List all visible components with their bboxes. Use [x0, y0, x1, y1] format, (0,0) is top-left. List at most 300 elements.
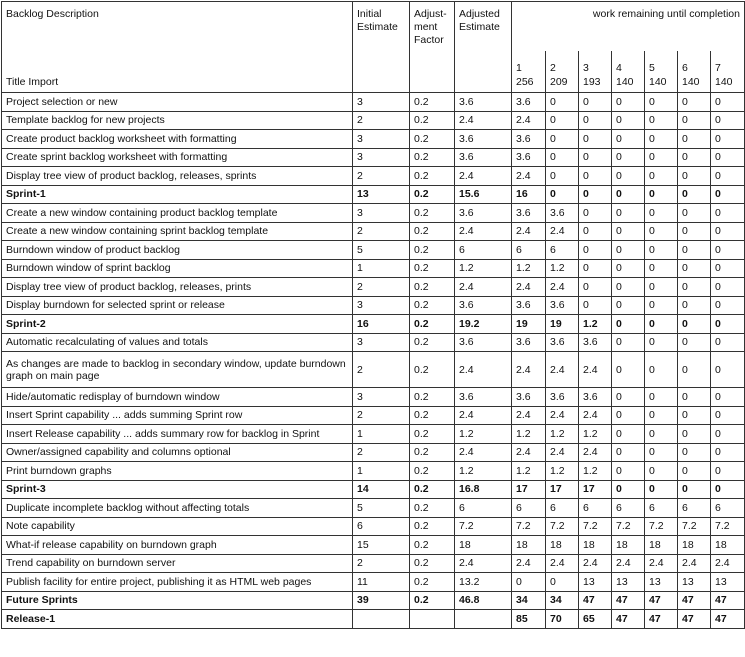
table-row — [2, 241, 745, 260]
row-work-remaining: 2.4 — [512, 222, 546, 241]
row-work-remaining: 0 — [645, 296, 678, 315]
row-work-remaining: 3.6 — [512, 148, 546, 167]
row-adjustment-factor: 0.2 — [410, 204, 455, 223]
table-row — [2, 536, 745, 555]
row-adjusted-estimate: 16.8 — [455, 480, 512, 499]
row-initial-estimate: 13 — [353, 185, 410, 204]
row-work-remaining: 0 — [579, 93, 612, 112]
row-work-remaining: 0 — [645, 204, 678, 223]
row-work-remaining: 0 — [645, 130, 678, 149]
row-work-remaining: 0 — [645, 259, 678, 278]
row-work-remaining: 2.4 — [579, 554, 612, 573]
row-work-remaining: 0 — [711, 167, 745, 186]
row-work-remaining: 0 — [546, 148, 579, 167]
row-adjustment-factor: 0.2 — [410, 315, 455, 334]
row-work-remaining: 2.4 — [546, 278, 579, 297]
row-work-remaining: 0 — [612, 315, 645, 334]
row-adjusted-estimate: 3.6 — [455, 296, 512, 315]
row-work-remaining: 47 — [645, 610, 678, 629]
row-work-remaining: 0 — [711, 204, 745, 223]
row-work-remaining: 0 — [711, 111, 745, 130]
sprint-column-header — [512, 51, 546, 93]
sprint-total: 140 — [682, 76, 700, 88]
row-work-remaining: 1.2 — [579, 425, 612, 444]
row-work-remaining: 0 — [711, 130, 745, 149]
row-work-remaining: 0 — [579, 148, 612, 167]
row-description: Release-1 — [2, 610, 353, 629]
row-adjustment-factor — [410, 610, 455, 629]
row-adjusted-estimate: 15.6 — [455, 185, 512, 204]
row-adjusted-estimate: 13.2 — [455, 573, 512, 592]
table-row — [2, 204, 745, 223]
row-work-remaining: 2.4 — [512, 554, 546, 573]
header-adjustment-factor: Adjust- ment Factor — [410, 2, 455, 51]
sprint-number: 4 — [616, 62, 622, 74]
row-work-remaining: 0 — [612, 406, 645, 425]
row-description: Create sprint backlog worksheet with formatting — [2, 148, 353, 167]
row-work-remaining: 0 — [612, 333, 645, 352]
row-description: Trend capability on burndown server — [2, 554, 353, 573]
row-work-remaining: 17 — [579, 480, 612, 499]
row-work-remaining: 0 — [546, 185, 579, 204]
row-work-remaining: 0 — [612, 278, 645, 297]
row-work-remaining: 7.2 — [612, 517, 645, 536]
row-description: Sprint-3 — [2, 480, 353, 499]
table-row — [2, 462, 745, 481]
row-description: Duplicate incomplete backlog without affecting totals — [2, 499, 353, 518]
row-work-remaining: 0 — [711, 333, 745, 352]
row-work-remaining: 2.4 — [512, 406, 546, 425]
row-work-remaining: 34 — [512, 591, 546, 610]
row-work-remaining: 0 — [612, 93, 645, 112]
row-initial-estimate: 3 — [353, 333, 410, 352]
row-description: Burndown window of sprint backlog — [2, 259, 353, 278]
row-work-remaining: 0 — [645, 333, 678, 352]
row-work-remaining: 7.2 — [579, 517, 612, 536]
row-initial-estimate: 1 — [353, 425, 410, 444]
row-work-remaining: 3.6 — [546, 296, 579, 315]
row-initial-estimate: 1 — [353, 259, 410, 278]
row-work-remaining: 0 — [612, 111, 645, 130]
row-work-remaining: 18 — [512, 536, 546, 555]
table-row — [2, 573, 745, 592]
row-work-remaining: 0 — [711, 315, 745, 334]
sprint-column-header — [645, 51, 678, 93]
row-work-remaining: 6 — [612, 499, 645, 518]
row-work-remaining: 0 — [678, 130, 711, 149]
row-description: Burndown window of product backlog — [2, 241, 353, 260]
sprint-total: 140 — [715, 76, 733, 88]
sprint-total: 140 — [616, 76, 634, 88]
row-initial-estimate: 2 — [353, 167, 410, 186]
row-work-remaining: 7.2 — [645, 517, 678, 536]
row-work-remaining: 0 — [645, 93, 678, 112]
row-description: As changes are made to backlog in secondary window, update burndown graph on main page — [2, 352, 353, 388]
row-work-remaining: 1.2 — [579, 315, 612, 334]
row-work-remaining: 1.2 — [546, 259, 579, 278]
sprint-total: 193 — [583, 76, 601, 88]
row-work-remaining: 0 — [678, 388, 711, 407]
header-row — [2, 2, 745, 51]
row-initial-estimate: 3 — [353, 148, 410, 167]
row-work-remaining: 47 — [579, 591, 612, 610]
row-description: Display tree view of product backlog, releases, sprints — [2, 167, 353, 186]
row-initial-estimate: 3 — [353, 130, 410, 149]
row-work-remaining: 0 — [612, 462, 645, 481]
row-work-remaining: 7.2 — [678, 517, 711, 536]
row-adjusted-estimate: 3.6 — [455, 93, 512, 112]
table-row — [2, 259, 745, 278]
row-adjusted-estimate: 2.4 — [455, 406, 512, 425]
row-work-remaining: 85 — [512, 610, 546, 629]
row-work-remaining: 0 — [711, 425, 745, 444]
row-adjustment-factor: 0.2 — [410, 443, 455, 462]
row-work-remaining: 0 — [711, 259, 745, 278]
row-initial-estimate: 3 — [353, 296, 410, 315]
row-initial-estimate: 39 — [353, 591, 410, 610]
row-work-remaining: 3.6 — [512, 333, 546, 352]
row-work-remaining: 0 — [678, 480, 711, 499]
row-work-remaining: 6 — [579, 499, 612, 518]
row-work-remaining: 0 — [612, 222, 645, 241]
row-adjustment-factor: 0.2 — [410, 352, 455, 388]
row-work-remaining: 0 — [612, 296, 645, 315]
row-adjustment-factor: 0.2 — [410, 591, 455, 610]
row-work-remaining: 0 — [711, 93, 745, 112]
sprint-number: 3 — [583, 62, 589, 74]
row-description: Hide/automatic redisplay of burndown window — [2, 388, 353, 407]
row-work-remaining: 13 — [645, 573, 678, 592]
row-adjustment-factor: 0.2 — [410, 148, 455, 167]
row-work-remaining: 47 — [711, 591, 745, 610]
row-work-remaining: 2.4 — [512, 111, 546, 130]
sprint-total: 256 — [516, 76, 534, 88]
row-description: Sprint-2 — [2, 315, 353, 334]
row-description: Future Sprints — [2, 591, 353, 610]
table-row — [2, 333, 745, 352]
row-work-remaining: 19 — [512, 315, 546, 334]
row-description: Project selection or new — [2, 93, 353, 112]
row-description: Insert Sprint capability ... adds summing Sprint row — [2, 406, 353, 425]
row-work-remaining: 0 — [612, 480, 645, 499]
row-work-remaining: 2.4 — [512, 278, 546, 297]
row-initial-estimate: 6 — [353, 517, 410, 536]
backlog-table — [1, 1, 745, 629]
row-work-remaining: 18 — [612, 536, 645, 555]
sprint-total: 209 — [550, 76, 568, 88]
row-adjusted-estimate: 1.2 — [455, 259, 512, 278]
sprint-number: 5 — [649, 62, 655, 74]
row-work-remaining: 65 — [579, 610, 612, 629]
row-work-remaining: 3.6 — [512, 93, 546, 112]
empty-cell — [353, 51, 410, 93]
table-row — [2, 93, 745, 112]
row-work-remaining: 70 — [546, 610, 579, 629]
row-work-remaining: 6 — [512, 241, 546, 260]
row-work-remaining: 0 — [579, 259, 612, 278]
row-work-remaining: 6 — [546, 499, 579, 518]
sprint-number: 7 — [715, 62, 721, 74]
row-work-remaining: 2.4 — [579, 352, 612, 388]
row-work-remaining: 0 — [678, 278, 711, 297]
table-row — [2, 111, 745, 130]
row-work-remaining: 0 — [612, 259, 645, 278]
row-work-remaining: 47 — [612, 610, 645, 629]
row-work-remaining: 2.4 — [512, 167, 546, 186]
row-work-remaining: 1.2 — [512, 259, 546, 278]
table-row — [2, 278, 745, 297]
row-work-remaining: 2.4 — [645, 554, 678, 573]
row-work-remaining: 2.4 — [711, 554, 745, 573]
row-initial-estimate — [353, 610, 410, 629]
row-adjusted-estimate — [455, 610, 512, 629]
row-work-remaining: 0 — [711, 388, 745, 407]
row-work-remaining: 0 — [678, 425, 711, 444]
sprint-column-header — [579, 51, 612, 93]
row-work-remaining: 0 — [579, 204, 612, 223]
sprint-column-header — [711, 51, 745, 93]
table-row — [2, 554, 745, 573]
row-adjustment-factor: 0.2 — [410, 259, 455, 278]
table-row — [2, 315, 745, 334]
table-row — [2, 499, 745, 518]
row-work-remaining: 1.2 — [546, 425, 579, 444]
row-work-remaining: 0 — [612, 388, 645, 407]
row-adjusted-estimate: 2.4 — [455, 222, 512, 241]
row-adjusted-estimate: 46.8 — [455, 591, 512, 610]
row-work-remaining: 0 — [678, 352, 711, 388]
row-work-remaining: 13 — [678, 573, 711, 592]
row-work-remaining: 0 — [645, 443, 678, 462]
row-work-remaining: 0 — [645, 425, 678, 444]
row-work-remaining: 18 — [579, 536, 612, 555]
row-description: Create a new window containing sprint backlog template — [2, 222, 353, 241]
row-work-remaining: 0 — [645, 406, 678, 425]
row-work-remaining: 2.4 — [546, 352, 579, 388]
row-adjustment-factor: 0.2 — [410, 333, 455, 352]
row-work-remaining: 0 — [711, 222, 745, 241]
row-work-remaining: 0 — [645, 278, 678, 297]
table-row — [2, 388, 745, 407]
row-description: Owner/assigned capability and columns optional — [2, 443, 353, 462]
row-work-remaining: 17 — [546, 480, 579, 499]
table-row — [2, 148, 745, 167]
row-initial-estimate: 11 — [353, 573, 410, 592]
row-work-remaining: 0 — [645, 462, 678, 481]
row-work-remaining: 3.6 — [546, 204, 579, 223]
header-adjusted-estimate: Adjusted Estimate — [455, 2, 512, 51]
row-work-remaining: 0 — [678, 185, 711, 204]
row-adjusted-estimate: 2.4 — [455, 352, 512, 388]
row-work-remaining: 0 — [645, 352, 678, 388]
row-adjustment-factor: 0.2 — [410, 499, 455, 518]
row-work-remaining: 0 — [612, 130, 645, 149]
row-adjusted-estimate: 6 — [455, 499, 512, 518]
row-work-remaining: 47 — [645, 591, 678, 610]
row-initial-estimate: 1 — [353, 462, 410, 481]
row-initial-estimate: 2 — [353, 352, 410, 388]
row-adjusted-estimate: 19.2 — [455, 315, 512, 334]
row-work-remaining: 0 — [645, 241, 678, 260]
row-work-remaining: 3.6 — [512, 296, 546, 315]
row-adjusted-estimate: 3.6 — [455, 130, 512, 149]
row-work-remaining: 3.6 — [546, 333, 579, 352]
row-initial-estimate: 2 — [353, 554, 410, 573]
row-description: Create a new window containing product backlog template — [2, 204, 353, 223]
row-adjusted-estimate: 3.6 — [455, 148, 512, 167]
row-initial-estimate: 2 — [353, 111, 410, 130]
row-work-remaining: 0 — [711, 241, 745, 260]
row-adjusted-estimate: 1.2 — [455, 462, 512, 481]
row-adjusted-estimate: 2.4 — [455, 111, 512, 130]
row-adjustment-factor: 0.2 — [410, 167, 455, 186]
row-work-remaining: 6 — [711, 499, 745, 518]
row-work-remaining: 0 — [612, 185, 645, 204]
row-initial-estimate: 2 — [353, 406, 410, 425]
row-work-remaining: 6 — [546, 241, 579, 260]
sprint-column-header — [678, 51, 711, 93]
sprint-total: 140 — [649, 76, 667, 88]
row-work-remaining: 0 — [678, 406, 711, 425]
row-adjustment-factor: 0.2 — [410, 480, 455, 499]
row-work-remaining: 0 — [612, 352, 645, 388]
header-initial-estimate: Initial Estimate — [353, 2, 410, 51]
title-import-label: Title Import — [2, 51, 353, 93]
row-work-remaining: 0 — [579, 296, 612, 315]
row-work-remaining: 0 — [711, 278, 745, 297]
row-work-remaining: 0 — [678, 462, 711, 481]
row-work-remaining: 0 — [579, 167, 612, 186]
row-adjustment-factor: 0.2 — [410, 278, 455, 297]
table-row — [2, 517, 745, 536]
row-work-remaining: 3.6 — [512, 204, 546, 223]
sprint-column-header — [612, 51, 645, 93]
row-work-remaining: 0 — [711, 462, 745, 481]
row-work-remaining: 0 — [546, 130, 579, 149]
row-work-remaining: 6 — [678, 499, 711, 518]
row-work-remaining: 47 — [678, 610, 711, 629]
row-initial-estimate: 14 — [353, 480, 410, 499]
row-work-remaining: 2.4 — [678, 554, 711, 573]
table-row — [2, 443, 745, 462]
row-description: Display tree view of product backlog, releases, prints — [2, 278, 353, 297]
row-work-remaining: 0 — [645, 111, 678, 130]
table-row — [2, 185, 745, 204]
row-adjusted-estimate: 2.4 — [455, 278, 512, 297]
row-work-remaining: 0 — [678, 111, 711, 130]
row-adjustment-factor: 0.2 — [410, 130, 455, 149]
row-work-remaining: 0 — [678, 148, 711, 167]
row-work-remaining: 0 — [612, 167, 645, 186]
row-work-remaining: 3.6 — [579, 388, 612, 407]
row-work-remaining: 2.4 — [546, 222, 579, 241]
row-work-remaining: 18 — [546, 536, 579, 555]
row-initial-estimate: 2 — [353, 278, 410, 297]
row-work-remaining: 18 — [645, 536, 678, 555]
title-row — [2, 51, 745, 93]
row-work-remaining: 13 — [579, 573, 612, 592]
row-work-remaining: 0 — [678, 443, 711, 462]
row-work-remaining: 1.2 — [512, 425, 546, 444]
row-initial-estimate: 3 — [353, 204, 410, 223]
row-work-remaining: 2.4 — [612, 554, 645, 573]
row-work-remaining: 0 — [512, 573, 546, 592]
row-work-remaining: 0 — [579, 241, 612, 260]
row-work-remaining: 0 — [678, 93, 711, 112]
row-adjusted-estimate: 2.4 — [455, 554, 512, 573]
row-work-remaining: 47 — [612, 591, 645, 610]
row-description: Sprint-1 — [2, 185, 353, 204]
row-work-remaining: 3.6 — [546, 388, 579, 407]
row-adjustment-factor: 0.2 — [410, 536, 455, 555]
row-adjustment-factor: 0.2 — [410, 517, 455, 536]
row-work-remaining: 18 — [711, 536, 745, 555]
table-row — [2, 222, 745, 241]
row-work-remaining: 0 — [711, 406, 745, 425]
row-work-remaining: 7.2 — [546, 517, 579, 536]
row-work-remaining: 0 — [612, 241, 645, 260]
table-row — [2, 610, 745, 629]
row-adjusted-estimate: 6 — [455, 241, 512, 260]
row-work-remaining: 0 — [645, 315, 678, 334]
row-work-remaining: 0 — [645, 388, 678, 407]
row-work-remaining: 2.4 — [579, 406, 612, 425]
row-work-remaining: 0 — [645, 222, 678, 241]
row-initial-estimate: 3 — [353, 388, 410, 407]
row-initial-estimate: 15 — [353, 536, 410, 555]
row-adjusted-estimate: 7.2 — [455, 517, 512, 536]
row-work-remaining: 0 — [645, 185, 678, 204]
row-initial-estimate: 3 — [353, 93, 410, 112]
row-adjustment-factor: 0.2 — [410, 111, 455, 130]
row-work-remaining: 0 — [711, 296, 745, 315]
row-work-remaining: 0 — [678, 241, 711, 260]
row-work-remaining: 2.4 — [546, 406, 579, 425]
row-adjustment-factor: 0.2 — [410, 425, 455, 444]
row-work-remaining: 2.4 — [512, 352, 546, 388]
row-work-remaining: 0 — [711, 185, 745, 204]
row-work-remaining: 1.2 — [512, 462, 546, 481]
row-description: Automatic recalculating of values and totals — [2, 333, 353, 352]
row-work-remaining: 0 — [579, 111, 612, 130]
row-description: Template backlog for new projects — [2, 111, 353, 130]
row-work-remaining: 47 — [678, 591, 711, 610]
row-work-remaining: 47 — [711, 610, 745, 629]
row-work-remaining: 0 — [579, 278, 612, 297]
row-adjustment-factor: 0.2 — [410, 388, 455, 407]
table-row — [2, 425, 745, 444]
row-work-remaining: 0 — [579, 130, 612, 149]
table-row — [2, 480, 745, 499]
row-adjusted-estimate: 2.4 — [455, 443, 512, 462]
row-work-remaining: 0 — [546, 167, 579, 186]
row-description: Insert Release capability ... adds summary row for backlog in Sprint — [2, 425, 353, 444]
row-description: Note capability — [2, 517, 353, 536]
row-adjustment-factor: 0.2 — [410, 185, 455, 204]
row-work-remaining: 3.6 — [579, 333, 612, 352]
row-work-remaining: 0 — [711, 443, 745, 462]
table-row — [2, 352, 745, 388]
row-work-remaining: 0 — [678, 222, 711, 241]
row-work-remaining: 0 — [612, 148, 645, 167]
row-adjusted-estimate: 3.6 — [455, 333, 512, 352]
row-work-remaining: 6 — [512, 499, 546, 518]
row-work-remaining: 7.2 — [711, 517, 745, 536]
row-adjustment-factor: 0.2 — [410, 462, 455, 481]
row-work-remaining: 2.4 — [546, 554, 579, 573]
table-row — [2, 406, 745, 425]
sprint-number: 6 — [682, 62, 688, 74]
